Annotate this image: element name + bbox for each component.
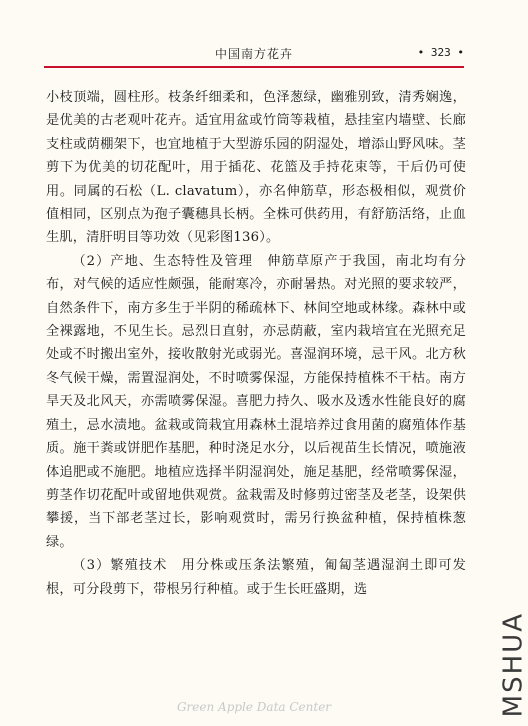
paragraph-continued: 小枝顶端，圆柱形。枝条纤细柔和，色泽葱绿，幽雅别致，清秀娴逸，是优美的古老观叶花卉。适宜用盆或竹筒等栽植，悬挂室内墙壁、长廊支柱或荫棚架下，也宜地植于大型游乐园的阴湿处，增添山野风味。茎剪下为优美的切花配叶，用于插花、花篮及手持花束等，干后仍可使用。同属的石松（L. clavatum），亦名伸筋草，形态极相似，观赏价值相同，区别点为孢子囊穗具长柄。全株可供药用，有舒筋活络，止血生肌，清肝明目等功效（见彩图136）。 bbox=[46, 90, 466, 246]
body-text bbox=[46, 86, 466, 601]
running-title: 中国南方花卉 bbox=[214, 47, 293, 61]
paragraph-propagation: （3）繁殖技术 用分株或压条法繁殖，匍匐茎遇湿润土即可发根，可分段剪下，带根另行种植。或于生长旺盛期，选 bbox=[46, 558, 466, 597]
header-rule bbox=[44, 66, 464, 68]
paragraph-origin-ecology: （2）产地、生态特性及管理 伸筋草原产于我国，南北均有分布，对气候的适应性颇强，能耐寒冷，亦耐暑热。对光照的要求较严，自然条件下，南方多生于半阴的稀疏林下、林间空地或林缘。森林中或全裸露地，不见生长。忌烈日直射，亦忌荫蔽，室内栽培宜在光照充足处或不时搬出室外，接收散射光或弱光。喜湿润环境，忌干风。北方秋冬气候干燥，需置湿润处，不时喷雾保湿，方能保持植株不干枯。南方旱天及北风天，亦需喷雾保湿。喜肥力持久、吸水及透水性能良好的腐殖土，忌水渍地。盆栽或筒栽宜用森林土混培养过食用菌的腐殖体作基质。施干粪或饼肥作基肥，种时浇足水分，以后视苗生长情况，喷施液体追肥或不施肥。地植应选择半阴湿润处，施足基肥，经常喷雾保湿，剪茎作切花配叶或留地供观赏。盆栽需及时修剪过密茎及老茎，设架供攀援，当下部老茎过长，影响观赏时，需另行换盆种植，保持植株葱绿。 bbox=[46, 253, 466, 550]
bottom-watermark: Green Apple Data Center bbox=[176, 700, 332, 714]
page-header bbox=[44, 43, 464, 65]
side-watermark: MSHUA bbox=[498, 612, 528, 718]
page-number: • 323 • bbox=[417, 46, 464, 59]
